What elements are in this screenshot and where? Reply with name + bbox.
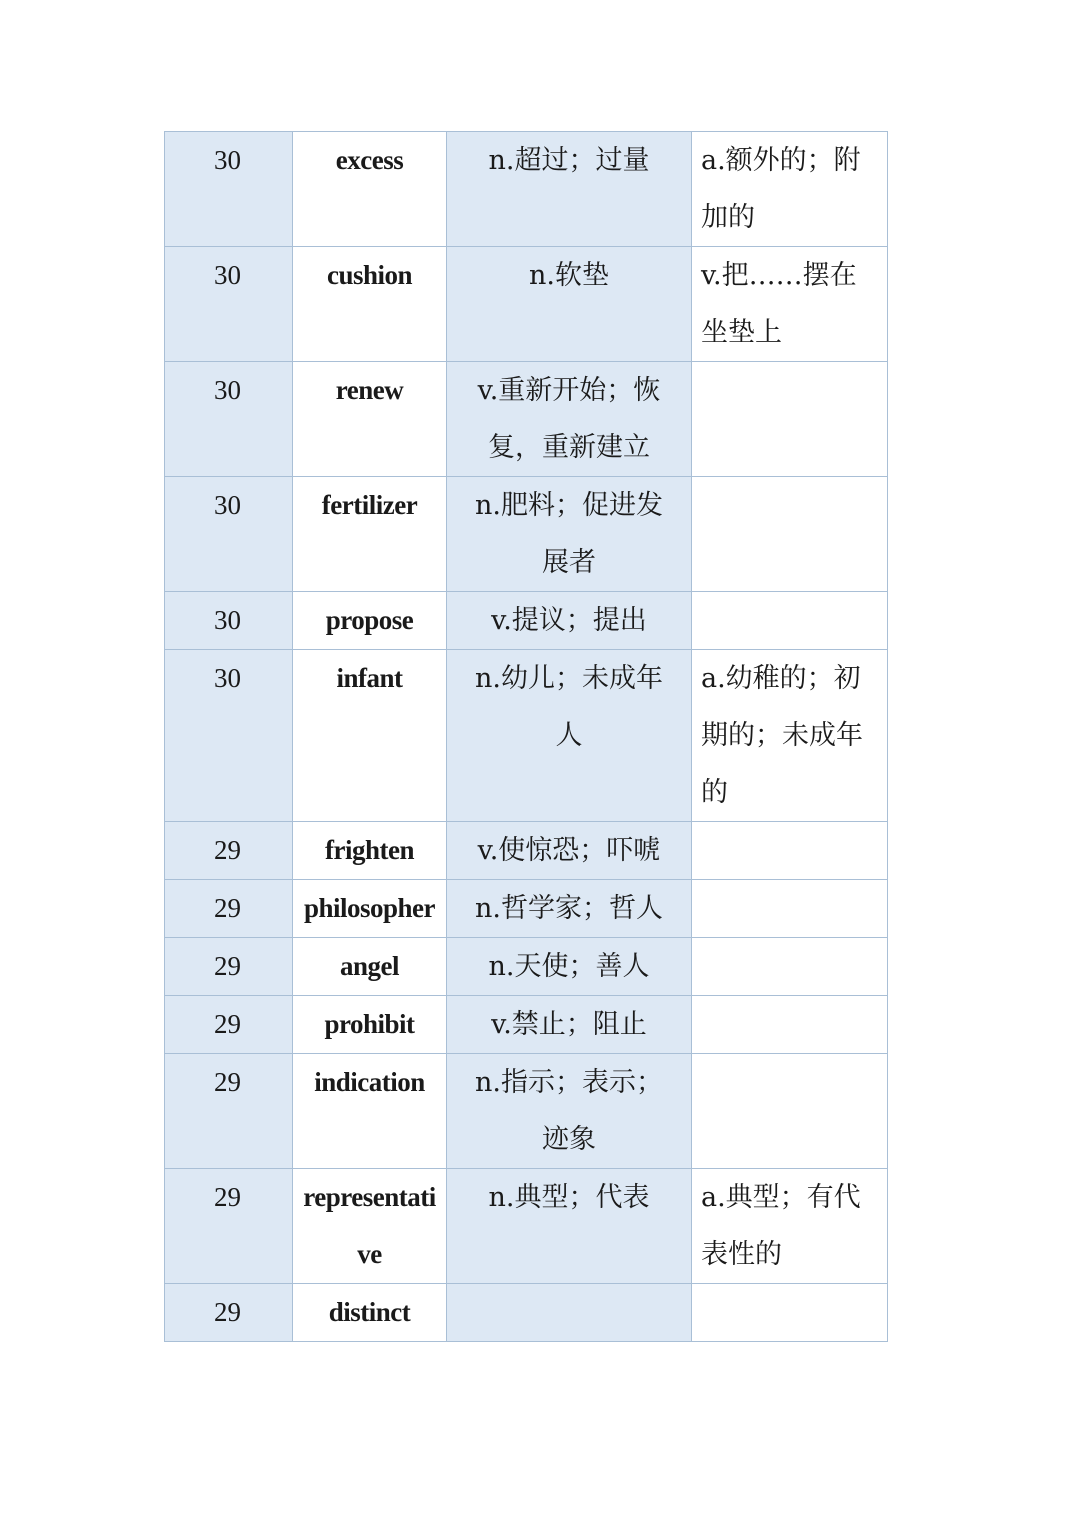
definition-cell: n.哲学家；哲人	[447, 880, 692, 938]
secondary-definition-cell	[692, 477, 888, 592]
word-cell: distinct	[293, 1284, 447, 1342]
secondary-definition-cell	[692, 880, 888, 938]
frequency-cell: 29	[165, 880, 293, 938]
frequency-cell: 29	[165, 1054, 293, 1169]
secondary-definition-cell: a.额外的；附加的	[692, 132, 888, 247]
word-cell: prohibit	[293, 996, 447, 1054]
frequency-cell: 29	[165, 996, 293, 1054]
table-row	[165, 996, 888, 1054]
word-cell: frighten	[293, 822, 447, 880]
table-row	[165, 822, 888, 880]
word-cell: propose	[293, 592, 447, 650]
table-row	[165, 477, 888, 592]
vocabulary-table	[164, 131, 888, 1342]
word-cell: angel	[293, 938, 447, 996]
table-row	[165, 1054, 888, 1169]
word-cell: representative	[293, 1169, 447, 1284]
frequency-cell: 29	[165, 822, 293, 880]
table-row	[165, 650, 888, 822]
definition-cell	[447, 1284, 692, 1342]
table-row	[165, 362, 888, 477]
table-row	[165, 938, 888, 996]
word-cell: fertilizer	[293, 477, 447, 592]
definition-cell: v.重新开始；恢复，重新建立	[447, 362, 692, 477]
secondary-definition-cell	[692, 1284, 888, 1342]
frequency-cell: 29	[165, 938, 293, 996]
word-cell: philosopher	[293, 880, 447, 938]
frequency-cell: 30	[165, 362, 293, 477]
word-cell: excess	[293, 132, 447, 247]
table-row	[165, 1284, 888, 1342]
secondary-definition-cell	[692, 362, 888, 477]
table-row	[165, 880, 888, 938]
table-row	[165, 592, 888, 650]
word-cell: cushion	[293, 247, 447, 362]
frequency-cell: 30	[165, 132, 293, 247]
frequency-cell: 29	[165, 1284, 293, 1342]
frequency-cell: 29	[165, 1169, 293, 1284]
secondary-definition-cell	[692, 592, 888, 650]
definition-cell: n.肥料；促进发展者	[447, 477, 692, 592]
table-row	[165, 247, 888, 362]
table-row	[165, 132, 888, 247]
secondary-definition-cell	[692, 996, 888, 1054]
secondary-definition-cell: v.把……摆在坐垫上	[692, 247, 888, 362]
definition-cell: v.提议；提出	[447, 592, 692, 650]
frequency-cell: 30	[165, 650, 293, 822]
definition-cell: v.使惊恐；吓唬	[447, 822, 692, 880]
table-row	[165, 1169, 888, 1284]
frequency-cell: 30	[165, 592, 293, 650]
word-cell: indication	[293, 1054, 447, 1169]
secondary-definition-cell	[692, 938, 888, 996]
frequency-cell: 30	[165, 247, 293, 362]
word-cell: renew	[293, 362, 447, 477]
frequency-cell: 30	[165, 477, 293, 592]
definition-cell: n.天使；善人	[447, 938, 692, 996]
secondary-definition-cell: a.幼稚的；初期的；未成年的	[692, 650, 888, 822]
definition-cell: n.典型；代表	[447, 1169, 692, 1284]
definition-cell: v.禁止；阻止	[447, 996, 692, 1054]
definition-cell: n.超过；过量	[447, 132, 692, 247]
definition-cell: n.幼儿；未成年人	[447, 650, 692, 822]
secondary-definition-cell	[692, 1054, 888, 1169]
word-cell: infant	[293, 650, 447, 822]
definition-cell: n.指示；表示；迹象	[447, 1054, 692, 1169]
definition-cell: n.软垫	[447, 247, 692, 362]
vocabulary-table-body	[165, 132, 888, 1342]
secondary-definition-cell	[692, 822, 888, 880]
secondary-definition-cell: a.典型；有代表性的	[692, 1169, 888, 1284]
